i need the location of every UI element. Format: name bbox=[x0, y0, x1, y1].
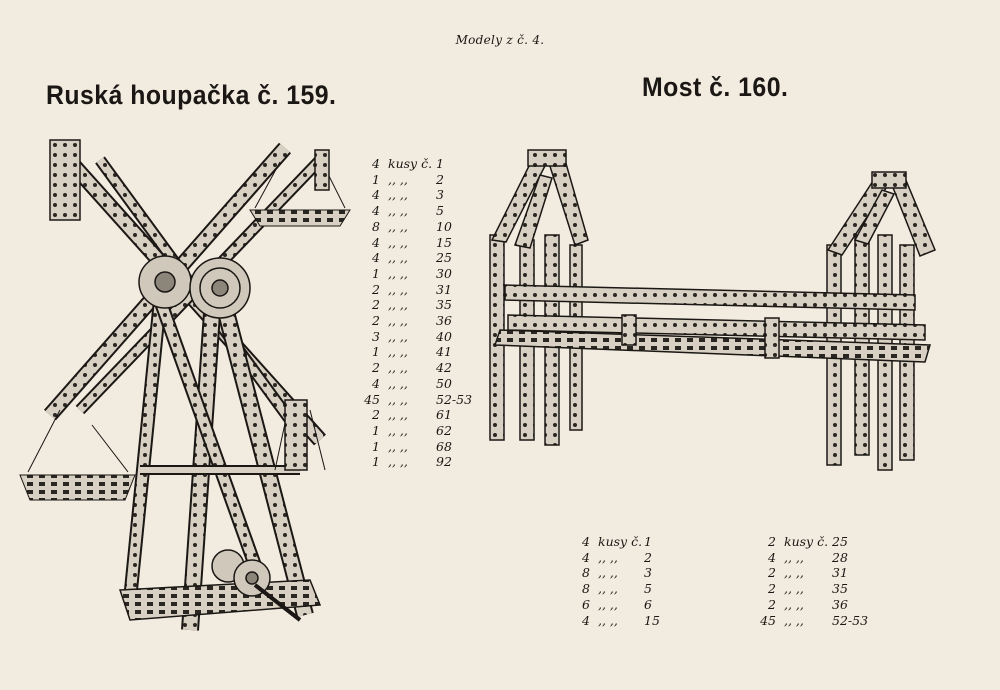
part-number: 30 bbox=[436, 265, 452, 281]
part-unit: ,, ,, bbox=[784, 596, 804, 612]
parts-row bbox=[356, 187, 472, 203]
part-unit: ,, ,, bbox=[388, 265, 408, 281]
part-quantity: 1 bbox=[372, 265, 380, 281]
part-unit: ,, ,, bbox=[388, 407, 408, 423]
parts-row bbox=[356, 203, 472, 219]
parts-row bbox=[356, 329, 472, 345]
part-number: 31 bbox=[436, 281, 452, 297]
part-unit: ,, ,, bbox=[388, 297, 408, 313]
part-unit: ,, ,, bbox=[388, 187, 408, 203]
part-number: 61 bbox=[436, 407, 452, 423]
part-number: 42 bbox=[436, 360, 452, 376]
part-number: 6 bbox=[644, 596, 652, 612]
part-quantity: 1 bbox=[372, 344, 380, 360]
parts-row bbox=[356, 376, 472, 392]
parts-row bbox=[566, 581, 660, 597]
part-unit: ,, ,, bbox=[388, 281, 408, 297]
part-quantity: 4 bbox=[768, 549, 776, 565]
part-number: 92 bbox=[436, 454, 452, 470]
part-quantity: 4 bbox=[372, 234, 380, 250]
model-160-title: Most č. 160. bbox=[642, 72, 789, 102]
parts-row bbox=[356, 266, 472, 282]
part-number: 2 bbox=[644, 549, 652, 565]
parts-row bbox=[752, 550, 868, 566]
part-quantity: 1 bbox=[372, 171, 380, 187]
part-unit: ,, ,, bbox=[388, 375, 408, 391]
part-quantity: 3 bbox=[372, 328, 380, 344]
parts-row bbox=[566, 597, 660, 613]
part-quantity: 8 bbox=[372, 218, 380, 234]
part-number: 62 bbox=[436, 422, 452, 438]
part-unit: ,, ,, bbox=[784, 549, 804, 565]
parts-row bbox=[356, 344, 472, 360]
part-unit: ,, ,, bbox=[784, 581, 804, 597]
part-number: 2 bbox=[436, 171, 444, 187]
part-quantity: 8 bbox=[582, 565, 590, 581]
parts-row bbox=[752, 534, 868, 550]
parts-row bbox=[356, 219, 472, 235]
part-number: 25 bbox=[436, 250, 452, 266]
part-number: 3 bbox=[436, 187, 444, 203]
part-unit: ,, ,, bbox=[784, 612, 804, 628]
parts-row bbox=[752, 565, 868, 581]
part-quantity: 2 bbox=[372, 281, 380, 297]
part-quantity: 2 bbox=[768, 596, 776, 612]
part-unit: ,, ,, bbox=[598, 549, 618, 565]
parts-list-159 bbox=[356, 156, 472, 470]
parts-row bbox=[566, 550, 660, 566]
parts-row bbox=[356, 250, 472, 266]
part-unit: ,, ,, bbox=[388, 360, 408, 376]
part-unit: ,, ,, bbox=[598, 581, 618, 597]
part-unit: ,, ,, bbox=[388, 203, 408, 219]
parts-row bbox=[752, 581, 868, 597]
part-quantity: 4 bbox=[372, 187, 380, 203]
part-number: 52-53 bbox=[436, 391, 473, 407]
part-unit: ,, ,, bbox=[598, 596, 618, 612]
part-quantity: 2 bbox=[372, 313, 380, 329]
parts-row bbox=[356, 235, 472, 251]
part-unit: ,, ,, bbox=[388, 171, 408, 187]
part-quantity: 6 bbox=[582, 596, 590, 612]
parts-row bbox=[356, 156, 472, 172]
part-unit: ,, ,, bbox=[388, 391, 408, 407]
part-unit: ,, ,, bbox=[388, 438, 408, 454]
part-quantity: 45 bbox=[364, 391, 380, 407]
part-number: 1 bbox=[436, 156, 444, 171]
part-quantity: 45 bbox=[760, 612, 776, 628]
part-number: 31 bbox=[832, 565, 848, 581]
parts-row bbox=[752, 597, 868, 613]
part-unit: ,, ,, bbox=[388, 344, 408, 360]
parts-row bbox=[356, 392, 472, 408]
part-unit: kusy č. bbox=[388, 156, 433, 171]
part-number: 3 bbox=[644, 565, 652, 581]
part-quantity: 2 bbox=[372, 360, 380, 376]
part-number: 41 bbox=[436, 344, 452, 360]
part-unit: ,, ,, bbox=[388, 313, 408, 329]
part-quantity: 2 bbox=[372, 297, 380, 313]
part-number: 52-53 bbox=[832, 612, 869, 628]
page-header: Modely z č. 4. bbox=[455, 33, 545, 47]
part-number: 5 bbox=[436, 203, 444, 219]
part-number: 36 bbox=[436, 313, 452, 329]
part-number: 25 bbox=[832, 534, 848, 549]
part-quantity: 4 bbox=[582, 612, 590, 628]
part-quantity: 1 bbox=[372, 454, 380, 470]
part-number: 36 bbox=[832, 596, 848, 612]
part-quantity: 4 bbox=[372, 375, 380, 391]
parts-row bbox=[752, 613, 868, 629]
part-quantity: 2 bbox=[372, 407, 380, 423]
parts-row bbox=[356, 454, 472, 470]
part-unit: ,, ,, bbox=[388, 454, 408, 470]
ferris-wheel-illustration bbox=[20, 140, 350, 630]
part-unit: ,, ,, bbox=[388, 234, 408, 250]
part-unit: ,, ,, bbox=[388, 218, 408, 234]
part-number: 35 bbox=[832, 581, 848, 597]
part-number: 1 bbox=[644, 534, 652, 549]
parts-row bbox=[356, 313, 472, 329]
parts-row bbox=[566, 613, 660, 629]
part-quantity: 4 bbox=[582, 534, 590, 549]
part-number: 15 bbox=[436, 234, 452, 250]
part-number: 28 bbox=[832, 549, 848, 565]
bridge-illustration bbox=[490, 150, 935, 470]
parts-row bbox=[356, 172, 472, 188]
part-number: 35 bbox=[436, 297, 452, 313]
parts-row bbox=[356, 423, 472, 439]
part-number: 50 bbox=[436, 375, 452, 391]
parts-row bbox=[356, 360, 472, 376]
part-unit: ,, ,, bbox=[598, 612, 618, 628]
part-number: 40 bbox=[436, 328, 452, 344]
part-quantity: 2 bbox=[768, 581, 776, 597]
part-number: 15 bbox=[644, 612, 660, 628]
part-number: 10 bbox=[436, 218, 452, 234]
parts-row bbox=[356, 282, 472, 298]
parts-row bbox=[356, 407, 472, 423]
part-unit: ,, ,, bbox=[388, 422, 408, 438]
part-quantity: 4 bbox=[372, 250, 380, 266]
parts-list-160-right bbox=[752, 534, 868, 628]
part-unit: kusy č. bbox=[598, 534, 643, 549]
part-quantity: 4 bbox=[372, 203, 380, 219]
part-unit: ,, ,, bbox=[388, 250, 408, 266]
part-unit: ,, ,, bbox=[784, 565, 804, 581]
part-unit: ,, ,, bbox=[598, 565, 618, 581]
parts-list-160-left bbox=[566, 534, 660, 628]
part-quantity: 2 bbox=[768, 565, 776, 581]
parts-row bbox=[566, 565, 660, 581]
part-quantity: 4 bbox=[582, 549, 590, 565]
parts-row bbox=[356, 297, 472, 313]
part-quantity: 2 bbox=[768, 534, 776, 549]
model-159-title: Ruská houpačka č. 159. bbox=[46, 80, 337, 110]
part-quantity: 1 bbox=[372, 422, 380, 438]
part-unit: kusy č. bbox=[784, 534, 829, 549]
part-quantity: 4 bbox=[372, 156, 380, 171]
parts-row bbox=[566, 534, 660, 550]
part-quantity: 8 bbox=[582, 581, 590, 597]
part-number: 5 bbox=[644, 581, 652, 597]
part-quantity: 1 bbox=[372, 438, 380, 454]
parts-row bbox=[356, 439, 472, 455]
part-number: 68 bbox=[436, 438, 452, 454]
part-unit: ,, ,, bbox=[388, 328, 408, 344]
